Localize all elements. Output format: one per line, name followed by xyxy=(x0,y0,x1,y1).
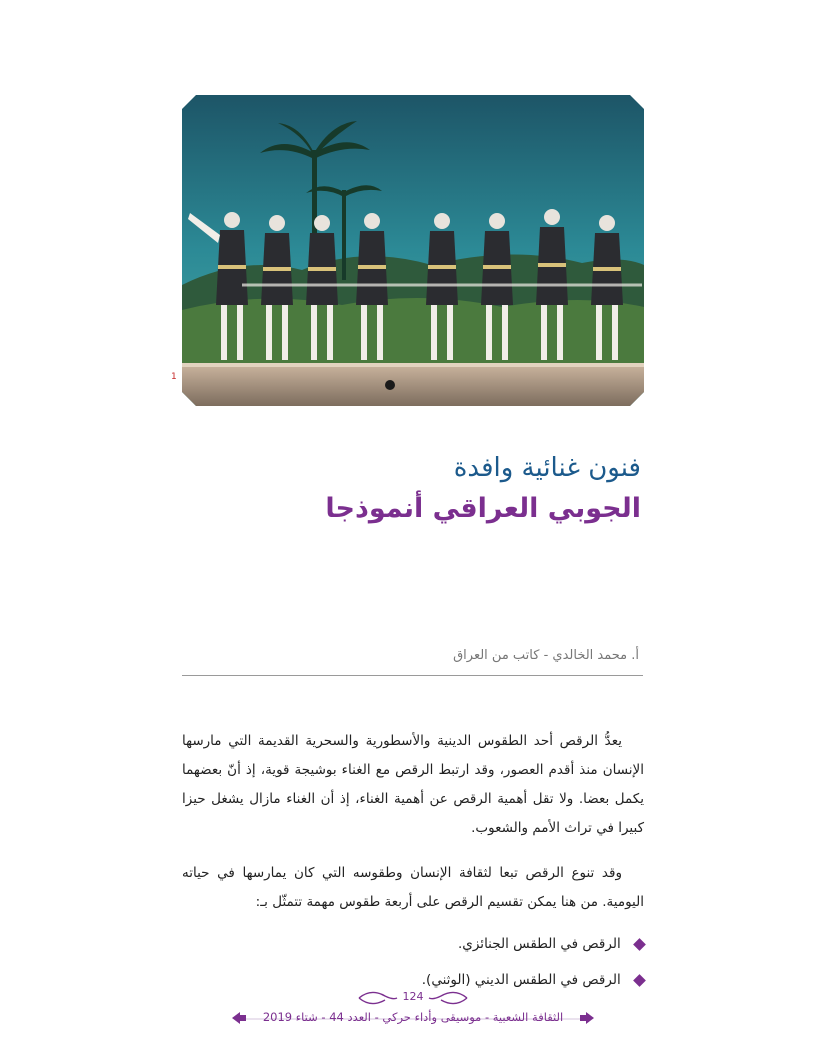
title-line-2: الجوبي العراقي أنموذجا xyxy=(325,493,641,524)
diamond-bullet-icon xyxy=(633,938,646,951)
article-title xyxy=(181,448,641,530)
folk-dancers-photo xyxy=(182,95,644,406)
list-item-text: الرقص في الطقس الديني (الوثني). xyxy=(421,972,621,988)
author-byline: أ. محمد الخالدي - كاتب من العراق xyxy=(453,648,639,663)
author-divider xyxy=(182,675,643,676)
article-body xyxy=(182,727,644,1005)
list-item-text: الرقص في الطقس الجنائزي. xyxy=(458,936,621,952)
paragraph-2: وقد تنوع الرقص تبعا لثقافة الإنسان وطقوسه التي كان يمارسها في حياته اليومية. من هنا يمكن تقسيم الرقص على أربعة طقوس مهمة تتمثّل بـ: xyxy=(182,865,644,910)
diamond-bullet-icon xyxy=(633,974,646,987)
footer-publication: الثقافة الشعبية - موسيقى وأداء حركي - العدد 44 - شتاء 2019 xyxy=(262,1010,564,1024)
photo-number: 1 xyxy=(171,372,177,382)
ritual-list xyxy=(182,933,644,991)
paragraph-1: يعدُّ الرقص أحد الطقوس الدينية والأسطورية والسحرية القديمة التي مارسها الإنسان منذ أقدم العصور، وقد ارتبط الرقص مع الغناء بوشيجة قوية، إذ أنّ بعضهما يكمل بعضا. ولا تقل أهمية الرقص عن أهمية الغناء، إذ أن الغناء مازال يشغل حيزا كبيرا في تراث الأمم والشعوب. xyxy=(182,733,644,836)
arrow-left-icon xyxy=(232,1012,246,1024)
page-number: 124 xyxy=(402,990,424,1003)
title-line-1: فنون غنائية وافدة xyxy=(453,453,641,483)
list-item xyxy=(182,933,644,955)
arrow-right-icon xyxy=(580,1012,594,1024)
